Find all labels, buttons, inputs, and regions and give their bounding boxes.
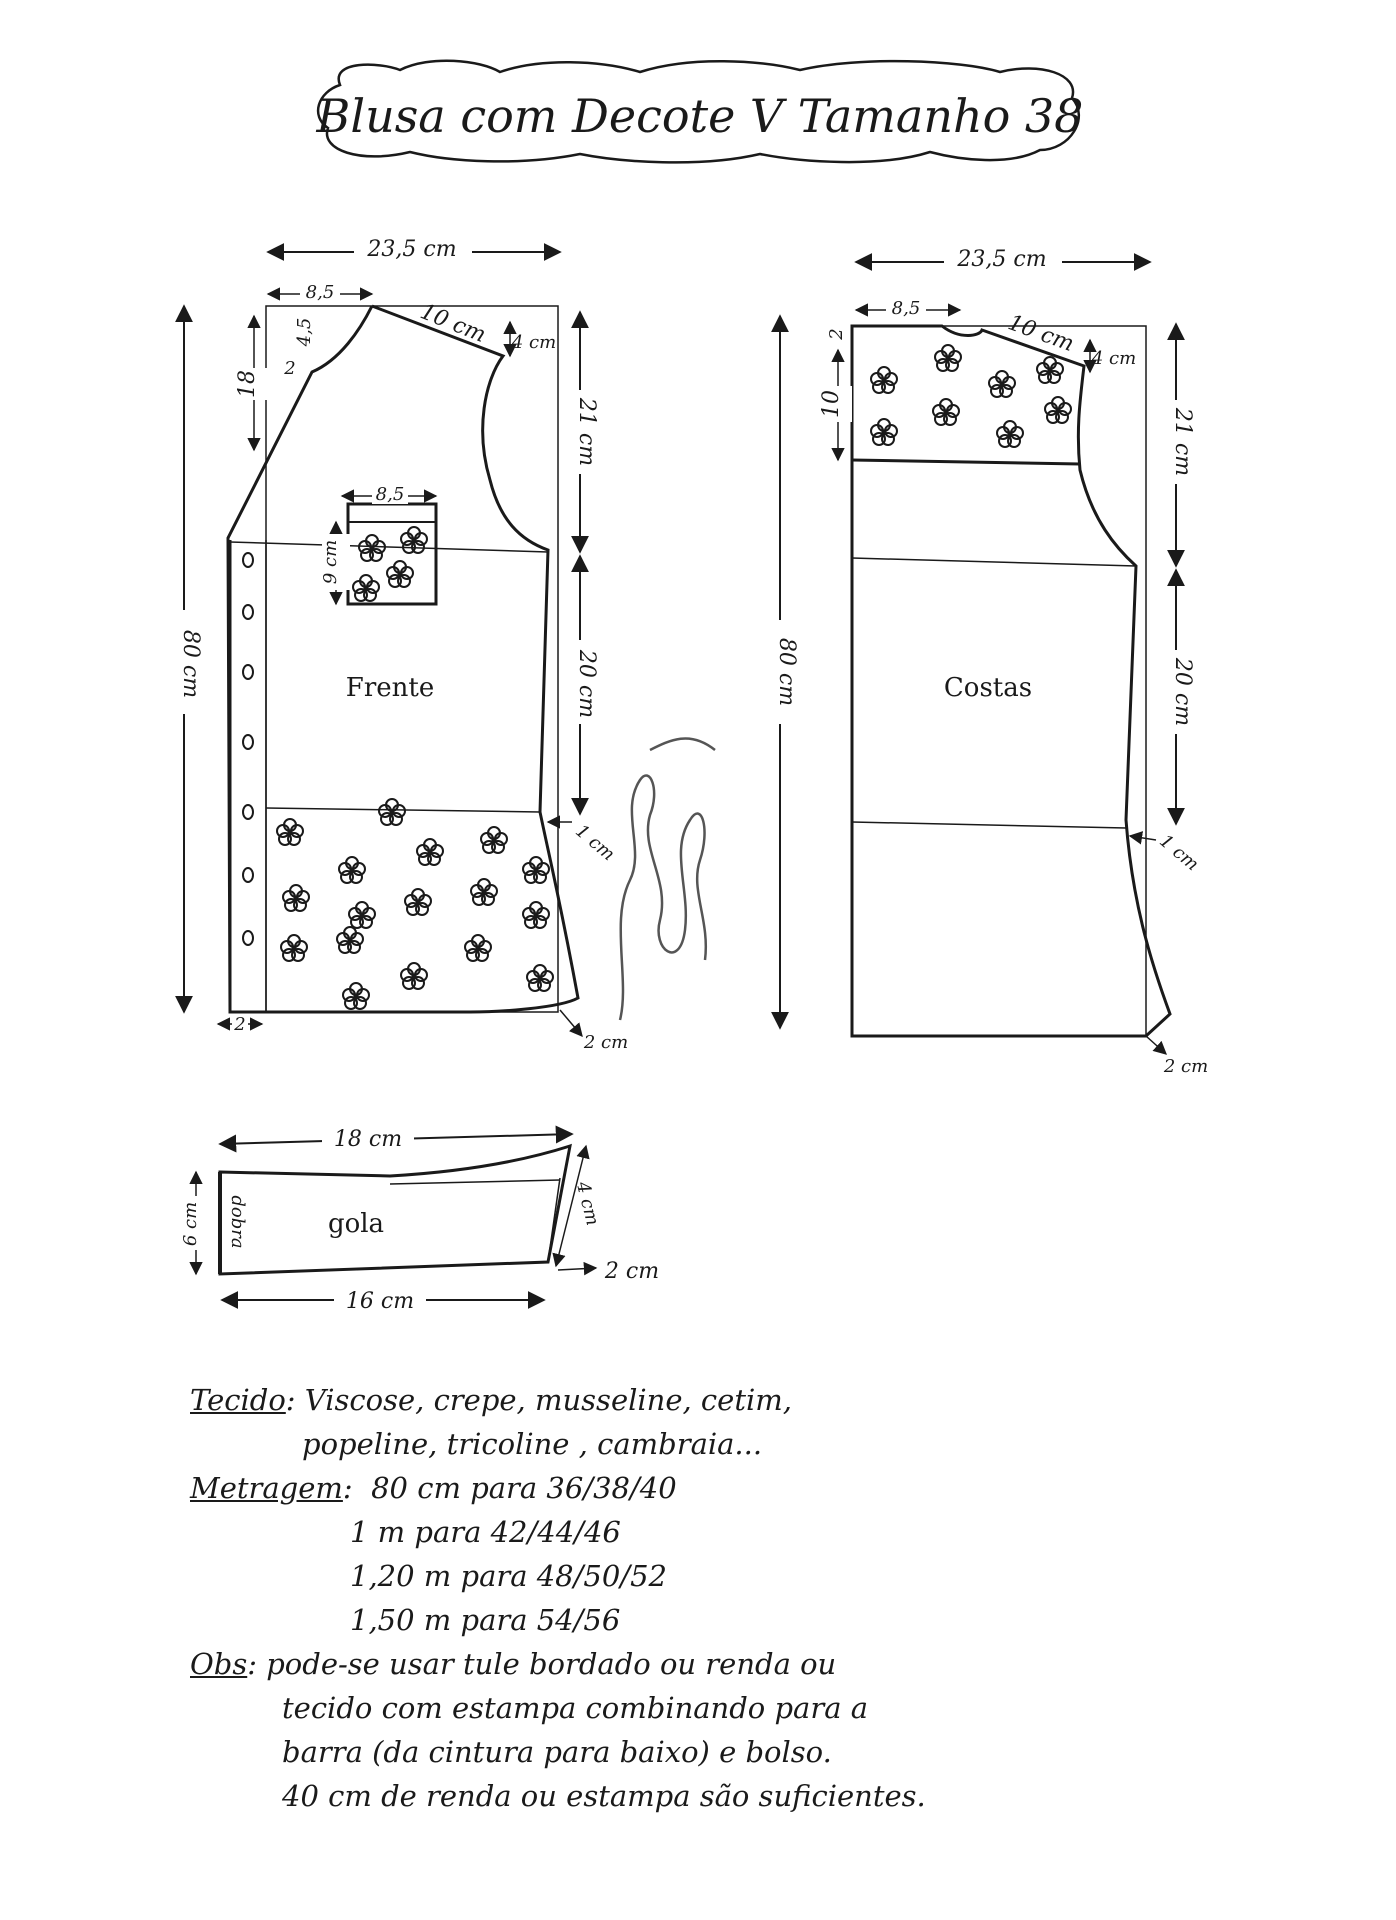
- front-shoulder-drop-label: 4 cm: [511, 332, 557, 353]
- pocket-height-label: 9 cm: [320, 539, 341, 585]
- fabric-list-2: popeline, tricoline , cambraia...: [302, 1427, 763, 1461]
- front-width-label: 23,5 cm: [367, 237, 457, 262]
- obs-line-1: Obs: pode-se usar tule bordado ou renda ou: [190, 1647, 837, 1681]
- obs-3: barra (da cintura para baixo) e bolso.: [282, 1735, 832, 1769]
- button-row: [243, 553, 253, 945]
- fabric-heading: Tecido: [190, 1383, 286, 1417]
- collar-label: gola: [327, 1209, 385, 1239]
- front-neck-offset-label: 2: [284, 358, 296, 379]
- collar-bottom-label: 16 cm: [345, 1289, 415, 1314]
- obs-heading: Obs: [190, 1647, 248, 1681]
- front-piece: [168, 232, 628, 1053]
- yardage-line-1: Metragem: 80 cm para 36/38/40: [190, 1471, 677, 1505]
- front-shoulder-label: 10 cm: [416, 299, 490, 349]
- front-waist-label: 20 cm: [574, 649, 599, 719]
- front-length-label: 80 cm: [178, 629, 203, 699]
- front-hem-print: [277, 799, 553, 1009]
- obs-1: pode-se usar tule bordado ou renda ou: [266, 1647, 837, 1681]
- notes-section: [190, 1378, 1090, 1818]
- back-hem-out-label: 2 cm: [1163, 1056, 1209, 1077]
- back-width-label: 23,5 cm: [957, 247, 1047, 272]
- back-length-label: 80 cm: [774, 637, 799, 707]
- title-cloud: [316, 61, 1084, 163]
- front-side-in-label: 1 cm: [571, 820, 619, 866]
- front-placket-label: 2: [234, 1014, 246, 1035]
- back-armhole-label: 21 cm: [1170, 407, 1195, 477]
- back-yoke-label: 10: [819, 390, 844, 418]
- front-hem-out-label: 2 cm: [583, 1032, 629, 1053]
- obs-line-4: [190, 1774, 1090, 1818]
- front-label: Frente: [345, 673, 435, 703]
- back-neck-depth-label: 2: [826, 328, 847, 340]
- back-yoke-print: [871, 345, 1071, 447]
- collar-fold-label: dobra: [227, 1195, 248, 1249]
- front-neck-depth-label: 4,5: [294, 317, 315, 347]
- back-shoulder-drop-label: 4 cm: [1091, 348, 1137, 369]
- fabric-line-2: [190, 1422, 1090, 1466]
- yardage-1: 80 cm para 36/38/40: [371, 1471, 677, 1505]
- yardage-2: 1 m para 42/44/46: [350, 1515, 621, 1549]
- collar-end-label: 4 cm: [571, 1179, 604, 1228]
- collar-extend-label: 2 cm: [604, 1259, 660, 1284]
- obs-2: tecido com estampa combinando para a: [282, 1691, 868, 1725]
- back-shoulder-label: 10 cm: [1004, 310, 1078, 358]
- front-neck-width-label: 8,5: [305, 282, 335, 303]
- back-label: Costas: [943, 673, 1033, 703]
- obs-line-2: [190, 1686, 1090, 1730]
- obs-4: 40 cm de renda ou estampa são suficientes.: [282, 1779, 926, 1813]
- back-neck-width-label: 8,5: [891, 298, 921, 319]
- pocket-width-label: 8,5: [375, 484, 405, 505]
- obs-line-3: [190, 1730, 1090, 1774]
- yardage-line-2: [190, 1510, 1090, 1554]
- collar-piece: [180, 1124, 659, 1316]
- pocket: [348, 504, 436, 604]
- back-side-in-label: 1 cm: [1155, 830, 1203, 876]
- back-waist-label: 20 cm: [1170, 657, 1195, 727]
- yardage-4: 1,50 m para 54/56: [350, 1603, 621, 1637]
- yardage-3: 1,20 m para 48/50/52: [350, 1559, 667, 1593]
- collar-top-label: 18 cm: [333, 1127, 403, 1152]
- front-armhole-label: 21 cm: [574, 397, 599, 467]
- front-v-depth-label: 18: [235, 370, 260, 398]
- yardage-heading: Metragem: [190, 1471, 343, 1505]
- back-piece: [764, 242, 1208, 1077]
- page-title: Blusa com Decote V Tamanho 38: [316, 89, 1084, 143]
- fabric-list-1: Viscose, crepe, musseline, cetim,: [304, 1383, 792, 1417]
- signature: [590, 720, 730, 1040]
- collar-height-label: 6 cm: [180, 1201, 201, 1247]
- yardage-line-3: [190, 1554, 1090, 1598]
- yardage-line-4: [190, 1598, 1090, 1642]
- fabric-line-1: Tecido: Viscose, crepe, musseline, cetim,: [190, 1383, 792, 1417]
